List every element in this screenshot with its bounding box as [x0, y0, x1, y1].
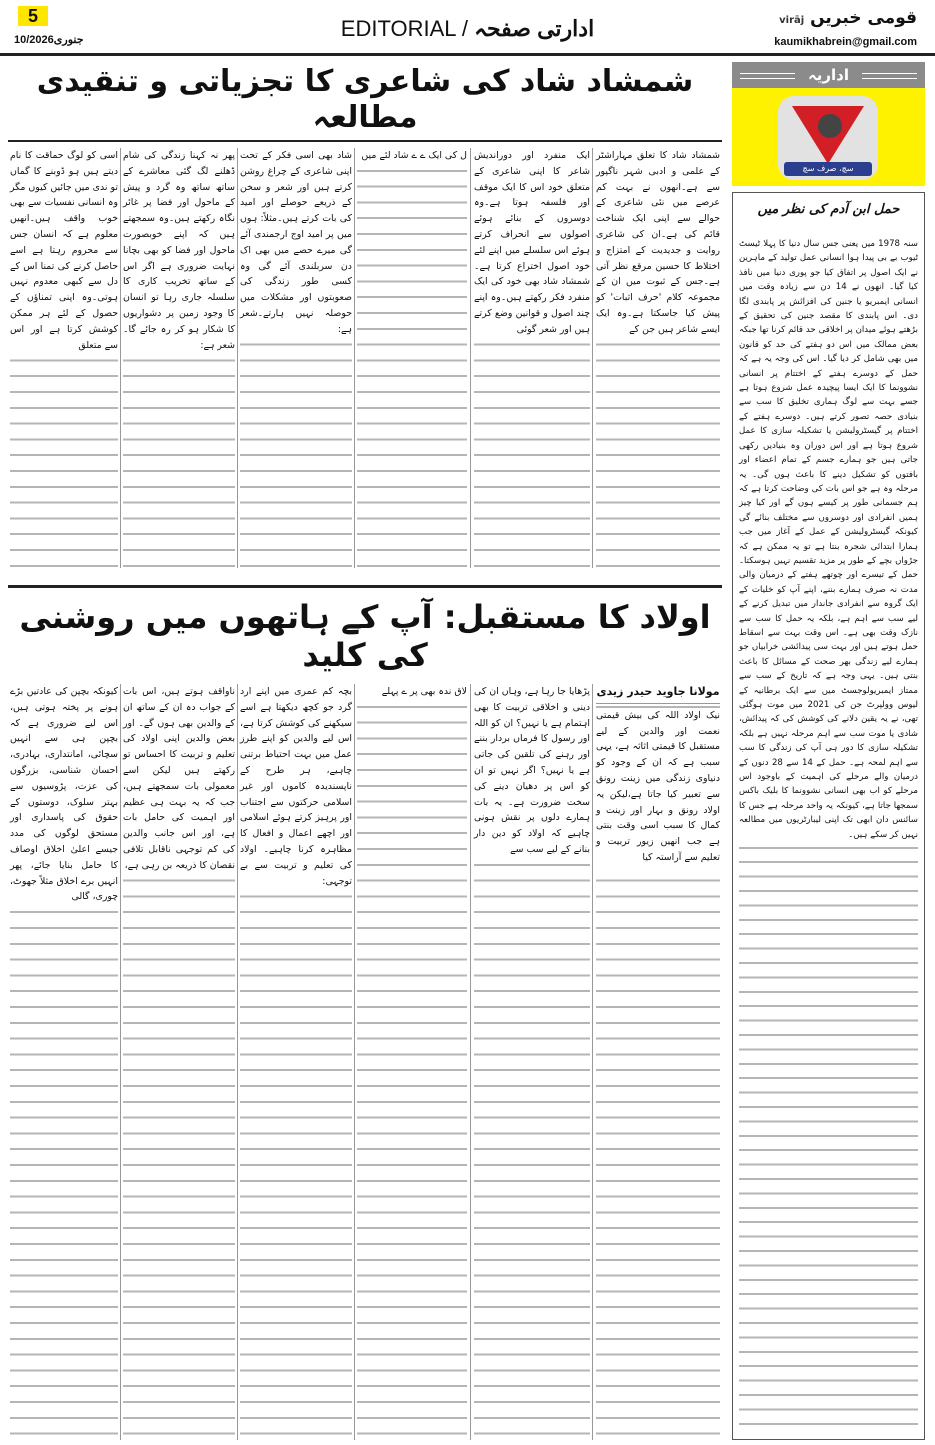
article1-column: اسی کو لوگ حماقت کا نام دیتے ہیں ہو ڈوبنے کا گماں تو ندی میں جائیں کیوں مگر وہ انسانی نفسیات سے بھی خوب واقف ہیں۔انھیں معلوم ہے کہ انسان جس سے محروم رہتا ہے اسے حاصل کرنے کی تمنا اس کے دل سے کبھی معدوم نہیں ہوتی۔وہ اپنی تمناؤں کے حصول کے لئے ہر ممکن کوشش کرتا ہے اور اس سے متعلق: [10, 148, 118, 568]
brand-name: قومی خبریں: [810, 8, 917, 28]
page-number: 5: [18, 6, 48, 26]
brand-mark: virāj: [779, 15, 805, 26]
column-divider: [470, 684, 471, 1440]
divider: [8, 585, 722, 588]
article1-column: ایک منفرد اور دوراندیش شاعر کا اپنی شاعری کے متعلق خود اس کا ایک موقف اور فلسفہ ہوتا ہے۔وہ دوسروں کے بنائے ہوئے اصولوں سے انحراف کرتے ہوئے اس سلسلے میں اپنے لئے خود اصول اختراع کرتا ہے۔شمشاد شاد بھی خود کی ایک منفرد فکر رکھتے ہیں۔وہ اپنے چند اصول و قوانین وضع کرتے ہیں اور شعر گوئی: [474, 148, 590, 568]
column-divider: [120, 684, 121, 1440]
article1-column: ل کی ایک ے ے شاد لئے میں: [357, 148, 467, 568]
brand-logo: [779, 8, 917, 28]
article2-column: کیونکہ بچپن کی عادتیں بڑے ہونے پر پختہ ہوتی ہیں، اس لیے ضروری ہے کہ بچپن ہی سے انہیں سچائی، امانتداری، بہادری، احسان شناسی، بزرگوں کی عزت، پڑوسیوں سے بہتر سلوک، دوستوں کے حقوق کی پاسداری اور مستحق لوگوں کی مدد جیسے اعلیٰ اخلاق اوصاف کا حامل بنایا جائے، پھر انہیں برے اخلاق مثلاً جھوٹ، چوری، گالی: [10, 684, 118, 1440]
pen-nib-icon: [818, 114, 842, 138]
article2-column: ناواقف ہوتے ہیں، اس بات کے جواب دہ ان کے ساتھ ان کے والدین بھی ہوں گے۔ اور بعض والدین اپنی اولاد کی تعلیم و تربیت کا احساس تو رکھتے ہیں لیکن اسے معمولی بات سمجھتے ہیں، جب کہ یہ بہت ہی عظیم اور اہمیت کی حامل بات ہے، اور اس جانب والدین کی کم توجہی ناقابل تلافی نقصان کا ذریعہ بن رہی ہے،: [123, 684, 235, 1440]
article1-column: شاد بھی اسی فکر کے تحت اپنی شاعری کے چراغ روشن کرتے ہیں اور شعر و سخن کے ذریعے حوصلے اور امید کی بات کرتے ہیں۔مثلاً: ہوں میں پر امید اوج ارجمندی آئے گی میرے حصے میں بھی اک دن سربلندی آئے گی وہ کسی طور زندگی کی صعوبتوں اور مشکلات میں حوصلہ نہیں ہارتے۔شعر ہے:: [240, 148, 352, 568]
section-urdu: ادارتی صفحہ: [474, 16, 595, 41]
section-english: EDITORIAL: [340, 16, 456, 41]
column-divider: [592, 684, 593, 1440]
issue-date: 10/جنوری2026: [14, 34, 84, 46]
column-divider: [470, 148, 471, 568]
editorial-box: [732, 192, 925, 1440]
article2-headline: اولاد کا مستقبل: آپ کے ہاتھوں میں روشنی کی کلید: [19, 598, 711, 674]
author-byline: مولانا جاوید حیدر زیدی: [596, 684, 720, 704]
divider: [8, 140, 722, 142]
publication-logo: [732, 88, 925, 186]
editorial-text: سنہ 1978 میں یعنی جس سال دنیا کا پہلا ٹیسٹ ٹیوب بے بی پیدا ہوا انسانی عمل تولید کے ماہرین نے ایک اصول پر اتفاق کیا جو پوری دنیا میں نافذ کیا گیا۔ انھوں نے 14 دن سے زیادہ وقت میں انسانی ایمبریو یا جنین کی افزائش پر پابندی لگا دی۔ اس پابندی کا مقصد جنین کی تحقیق کے بڑھتے ہوئے میدان پر اخلاقی حد قائم کرنا تھا جبکہ بعض ممالک میں اس دو ہفتے کی حد کو قانون میں بھی شامل کر دیا گیا۔ اس کی وجہ یہ ہے کہ حمل کے دوسرے ہفتے کے اختتام پر انسانی نشوونما کا ایک ایسا پیچیدہ عمل شروع ہوتا ہے جسے بہت سے لوگ ہماری تخلیق کا سب سے بنیادی حصہ تصور کرتے ہیں۔ دوسرے ہفتے کے اختتام پر گیسٹرولیشن یا تشکیلہ سازی کا عمل شروع ہوتا ہے اور اس دوران وہ بنیادیں رکھی جاتی ہیں جو ہمارے جسم کے تمام اعضاء اور بافتوں کو تشکیل دینے کا باعث ہوں گی۔ یہ مرحلہ وہ ہے جو اس بات کی وضاحت کرتا ہے کہ ہم جسمانی طور پر کیسے ہوں گے اور کیا چیز ہمیں انفرادی اور دوسروں سے مختلف بنائے گی کیونکہ گیسٹرولیشن کے عمل کے آغاز میں جب ہمارا ابتدائی شجرہ بنتا ہے تو یہ ممکن ہے کہ جڑواں بچے کے طور پر مزید تقسیم نہیں ہوسکتا۔ حمل کے تیسرے اور چوتھے ہفتے کے درمیان والی مدت نہ صرف ہمارے بننے، اپنے آپ کو خلیات کے ایک گروہ سے انفرادی جاندار میں تبدیل کرنے کے لیے سب سے اہم ہے، بلکہ یہ حمل کا سب سے نازک وقت بھی ہے۔ اس وقت بہت سے اسقاط حمل ہوتے ہیں اور بہت سی پیدائشی خرابیاں جو ہمارے لیے زندگی بھر صحت کے مسائل کا باعث بنتی ہیں۔ یہی وجہ ہے کہ تاریخ کے سب سے ممتاز ایمبریولوجسٹ میں سے ایک برطانیہ کے لیوس وولپرٹ جن کی 2021 میں موت ہوگئی تھی، نے یہ یقین دلانے کی کوشش کی کہ پیدائش، شادی یا موت سب سے اہم مرحلہ نہیں ہے بلکہ تشکیلہ سازی کا دور ہی آپ کی زندگی کا سب سے اہم لمحہ ہے۔ حمل کے 14 سے 28 دنوں کے درمیان والے مرحلے کی اہمیت کے باوجود اس مرحلے کو اب بھی انسانی نشوونما کا بلیک باکس سمجھا جاتا ہے، کیونکہ یہ واحد مرحلہ ہے جس کا سائنس دان ابھی تک اپنی لیبارٹریوں میں مطالعہ نہیں کر سکے ہیں۔: [739, 237, 918, 1435]
column-divider: [354, 148, 355, 568]
logo-tagline: سچ، صرف سچ: [784, 162, 872, 176]
column-divider: [237, 148, 238, 568]
article2-column: پڑھایا جا رہا ہے، وہاں ان کی دینی و اخلاقی تربیت کا بھی اہتمام ہے یا نہیں؟ ان کو اللہ اور رسول کا فرماں بردار بننے اور رہنے کی تلقین کی جاتی ہے یا نہیں؟ اگر نہیں تو ان کو اس پر دھیان دینے کی سخت ضرورت ہے۔ یہ بات ہمارے دلوں پر نقش ہونی چاہیے کہ اولاد کو دین دار بنانے کے لیے سب سے: [474, 684, 590, 1440]
section-title: [200, 16, 735, 42]
column-divider: [120, 148, 121, 568]
column-divider: [592, 148, 593, 568]
article1-column: پھر نہ کہنا زندگی کی شام ڈھلنے لگ گئی معاشرے کے ساتھ ساتھ وہ گرد و پیش کے ماحول اور فضا پر غائر نگاہ رکھتے ہیں۔وہ سمجھتے ہیں کہ اپنے خوبصورت ماحول اور فضا کو بھی بچانا نہایت ضروری ہے اگر اس کے ساتھ تخریب کاری کا سلسلہ جاری رہا تو انسان کا وجود زمین پر دشواریوں کا شکار ہو کر رہ جائے گا۔شعر ہے:: [123, 148, 235, 568]
contact-email[interactable]: kaumikhabrein@gmail.com: [774, 36, 917, 48]
logo-badge: [778, 96, 878, 180]
article2-column: لاق ندہ بھی پر ے پہلے: [357, 684, 467, 1440]
section-separator: /: [461, 16, 468, 41]
masthead: [0, 0, 935, 56]
editorial-section-label: اداریہ: [732, 62, 925, 88]
editorial-title: حمل ابن آدم کی نظر میں: [757, 202, 900, 217]
article2-column: مولانا جاوید حیدر زیدی نیک اولاد اللہ کی بیش قیمتی نعمت اور والدین کے لیے مستقبل کا قیمتی اثاثہ ہے، یہی سبب ہے کہ ان کے وجود کو دنیاوی زندگی میں زینت رونق سے تعبیر کیا جاتا ہے،لیکن یہ اولاد رونق و بہار اور زینت و کمال کا سبب اسی وقت بنتی ہے جب انھیں زیور تربیت و تعلیم سے آراستہ کیا: [596, 684, 720, 1440]
article2-column: بچہ کم عمری میں اپنے ارد گرد جو کچھ دیکھتا ہے اسے سیکھنے کی کوشش کرتا ہے، اس لیے والدین کو اپنے طرز عمل میں بہت احتیاط برتنی چاہیے، ہر طرح کے ناپسندیدہ کاموں اور غیر اسلامی حرکتوں سے اجتناب اور پرہیز کرتے ہوئے اسلامی اور اچھے اعمال و افعال کا مظاہرہ کرنا چاہیے۔ اولاد کی تعلیم و تربیت سے بے توجہی:: [240, 684, 352, 1440]
column-divider: [354, 684, 355, 1440]
column-divider: [237, 684, 238, 1440]
article1-column: شمشاد شاد کا تعلق مہاراشٹر کے علمی و ادبی شہر ناگپور سے ہے۔انھوں نے بہت کم عرصے میں نئی شاعری کے حوالے سے اپنی ایک شناخت قائم کی ہے۔ان کی شاعری روایت و جدیدیت کے امتزاج و اختلاط کا حسین مرقع نظر آتی ہے۔جس کے ثبوت میں ان کے مجموعہ کلام 'حرف اثبات' کو پیش کیا جاسکتا ہے۔وہ ایک ایسے شاعر ہیں جن کے: [596, 148, 720, 568]
article1-headline: شمشاد شاد کی شاعری کا تجزیاتی و تنقیدی مطالعہ: [36, 63, 694, 135]
